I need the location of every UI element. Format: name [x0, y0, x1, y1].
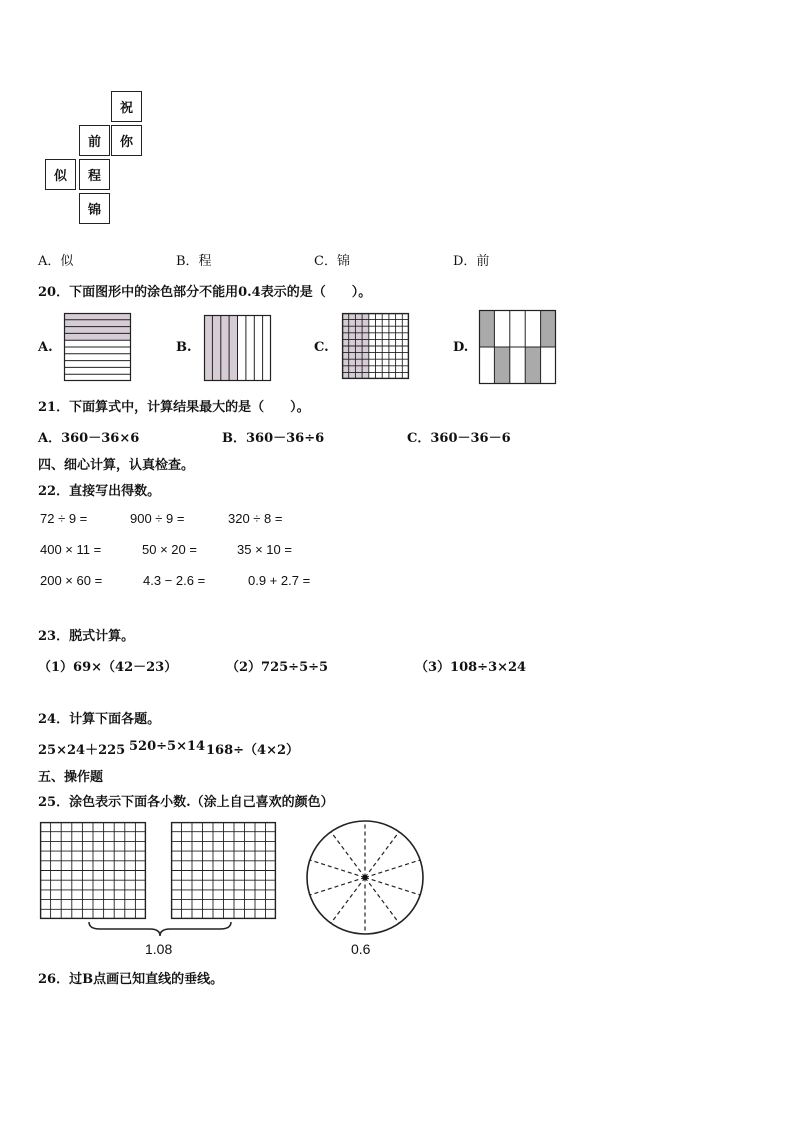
hundred-grid-2 — [171, 822, 276, 919]
net-cell: 你 — [111, 125, 142, 156]
q22-expression: 200 × 60 = — [40, 573, 103, 588]
net-cell: 程 — [79, 159, 110, 190]
q23-question: 23．脱式计算。 — [38, 629, 135, 644]
q20-label-c: C. — [314, 340, 329, 355]
q25-question: 25．涂色表示下面各小数.（涂上自己喜欢的颜色） — [38, 795, 334, 810]
q22-expression: 900 ÷ 9 = — [130, 511, 185, 526]
q20-question: 20．下面图形中的涂色部分不能用0.4表示的是（ ）。 — [38, 285, 372, 300]
q20-figure-c — [342, 313, 409, 379]
q21-question: 21．下面算式中，计算结果最大的是（ ）。 — [38, 400, 310, 415]
net-cell: 似 — [45, 159, 76, 190]
section-5-heading: 五、操作题 — [38, 770, 104, 785]
q22-expression: 0.9 + 2.7 = — [248, 573, 311, 588]
q24-item-2: 520÷5×14 — [129, 739, 206, 754]
q24-item-3: 168÷（4×2） — [206, 743, 300, 758]
net-cell: 祝 — [111, 91, 142, 122]
q20-figure-b — [204, 315, 271, 381]
q19-option-b: B．程 — [176, 254, 212, 269]
section-4-heading: 四、细心计算，认真检查。 — [38, 458, 195, 473]
q20-figure-a — [64, 313, 131, 381]
q22-expression: 400 × 11 = — [40, 542, 102, 557]
q20-label-a: A. — [38, 340, 53, 355]
q20-label-b: B. — [176, 340, 192, 355]
q19-option-a: A．似 — [38, 254, 74, 269]
q23-item-2: （2）725÷5÷5 — [226, 660, 329, 675]
q22-expression: 320 ÷ 8 = — [228, 511, 283, 526]
q19-option-c: C．锦 — [314, 254, 350, 269]
net-cell: 前 — [79, 125, 110, 156]
brace-icon — [88, 921, 232, 937]
q20-label-d: D. — [453, 340, 469, 355]
circle-decimal-label: 0.6 — [351, 941, 371, 957]
q22-expression: 72 ÷ 9 = — [40, 511, 88, 526]
q19-option-d: D．前 — [453, 254, 490, 269]
q23-item-3: （3）108÷3×24 — [415, 660, 527, 675]
q22-expression: 4.3 − 2.6 = — [143, 573, 206, 588]
q21-option-b: B．360－36÷6 — [222, 431, 325, 446]
dashed-circle — [306, 820, 424, 935]
q22-expression: 35 × 10 = — [237, 542, 292, 557]
hundred-grid-1 — [40, 822, 146, 919]
q26-question: 26．过B点画已知直线的垂线。 — [38, 972, 224, 987]
q20-figure-d — [479, 310, 556, 384]
q21-option-c: C．360－36－6 — [407, 431, 511, 446]
q23-item-1: （1）69×（42－23） — [38, 660, 178, 675]
net-cell: 锦 — [79, 193, 110, 224]
grids-decimal-label: 1.08 — [145, 941, 173, 957]
q24-item-1: 25×24＋225 — [38, 743, 126, 758]
q22-expression: 50 × 20 = — [142, 542, 197, 557]
q24-question: 24．计算下面各题。 — [38, 712, 161, 727]
q21-option-a: A．360－36×6 — [38, 431, 140, 446]
q22-question: 22．直接写出得数。 — [38, 484, 161, 499]
